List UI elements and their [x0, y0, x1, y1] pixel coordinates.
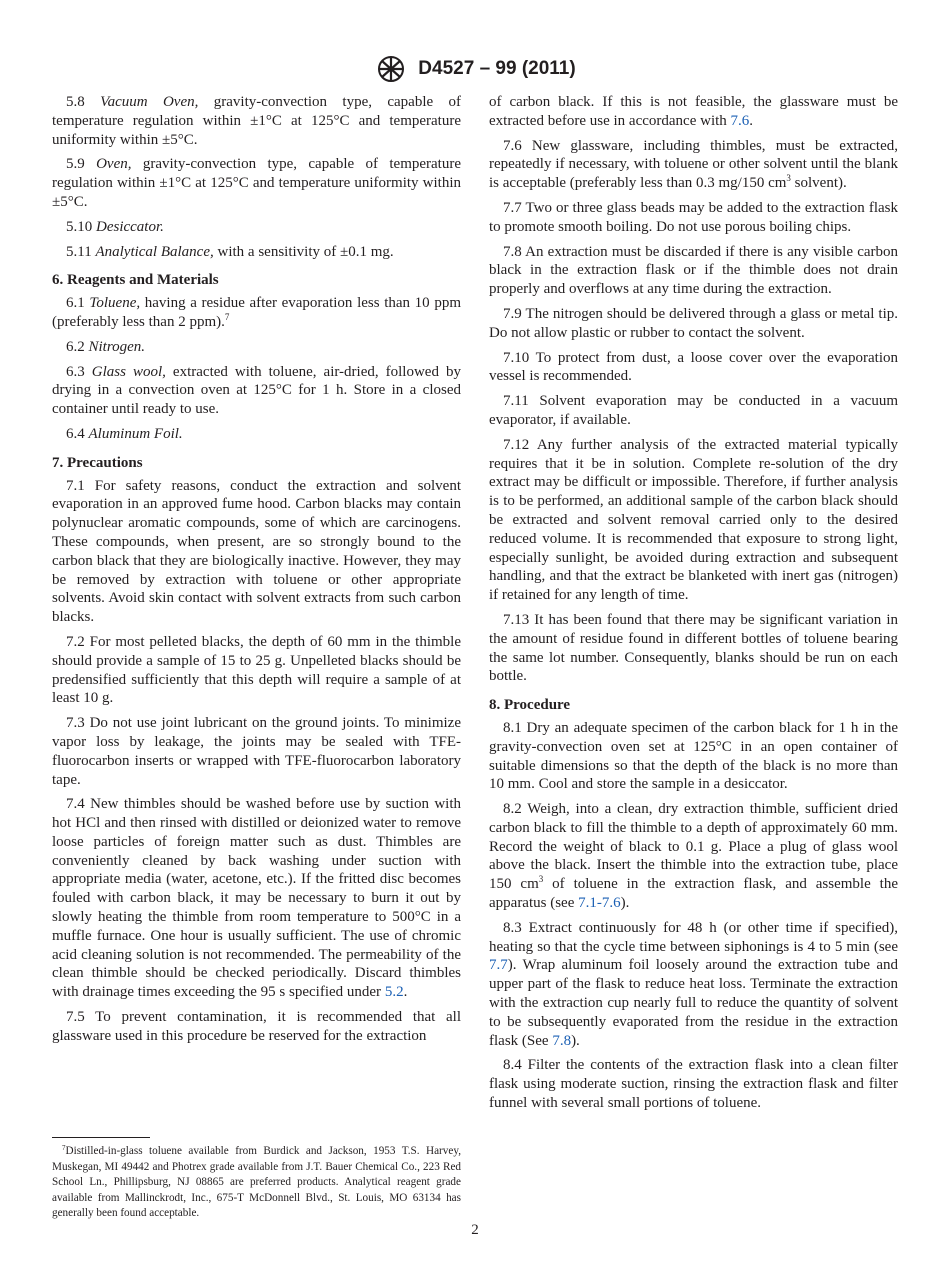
italic-term: Aluminum Foil.: [88, 425, 183, 442]
text-run: 7.2 For most pelleted blacks, the depth of 60 mm in the thimble should provide a sample of 15 to 25 g. Unpelleted blacks should be predensified sufficiently that this depth will require a sample of at least 10 g.: [52, 633, 461, 707]
paragraph: [489, 719, 898, 794]
text-run: .: [403, 984, 408, 1001]
text-run: with a sensitivity of ±0.1 mg.: [213, 243, 394, 260]
paragraph: [52, 714, 461, 789]
text-run: 5.10: [66, 218, 96, 235]
superscript: 7: [224, 311, 230, 322]
paragraph: [52, 218, 461, 237]
paragraph: [52, 425, 461, 444]
text-run: 8.4 Filter the contents of the extraction flask into a clean filter flask using moderate suction, rinsing the extraction flask and filter funnel with several small portions of toluene.: [489, 1057, 898, 1112]
text-run: gravity-convection type, capable of temperature regulation within ±1°C at 125°C and temperature uniformity within ±5°C.: [52, 156, 461, 210]
paragraph: [52, 363, 461, 419]
paragraph: [489, 392, 898, 430]
text-run: of carbon black. If this is not feasible, the glassware must be extracted before use in accordance with: [489, 94, 898, 129]
cross-reference-link[interactable]: 7.8: [552, 1032, 572, 1049]
paragraph: [489, 243, 898, 299]
italic-term: Vacuum Oven,: [100, 94, 199, 110]
paragraph: [52, 243, 461, 262]
cross-reference-link[interactable]: 5.2: [384, 984, 404, 1001]
text-run: gravity-convection type, capable of temperature regulation within ±1°C at 125°C and temperature uniformity within ±5°C.: [52, 94, 462, 148]
text-run: 8.3 Extract continuously for 48 h (or other time if specified), heating so that the cycle time between siphonings is 4 to 5 min (see: [489, 919, 898, 955]
paragraph: [52, 633, 461, 708]
text-run: 7.6 New glassware, including thimbles, must be extracted, repeatedly if necessary, with toluene or other solvent until the blank is acceptable (preferably less than 0.3 mg/150 cm: [489, 137, 898, 192]
paragraph: [489, 137, 898, 193]
left-column: [52, 93, 461, 1052]
paragraph: [489, 611, 898, 686]
italic-term: Oven,: [96, 156, 132, 173]
paragraph: [489, 436, 898, 605]
text-run: 8.2 Weigh, into a clean, dry extraction thimble, sufficient dried carbon black to fill the thimble to a depth of approximately 60 mm. Record the weight of black to 0.1 g. Place a plug of glass wool above the black. Insert the thimble into the extraction tube, place 150 cm: [489, 801, 898, 893]
right-column: [489, 93, 898, 1119]
paragraph: [52, 795, 461, 1002]
paragraph: [489, 349, 898, 387]
text-run: 7.7 Two or three glass beads may be added to the extraction flask to promote smooth boiling. Do not use porous boiling chips.: [489, 199, 898, 235]
paragraph: [52, 338, 461, 357]
footnote-divider: [52, 1137, 150, 1138]
paragraph: [489, 93, 898, 131]
superscript: 3: [786, 173, 791, 184]
text-run: 6. Reagents and Materials: [52, 272, 219, 289]
section-heading: [489, 696, 898, 715]
cross-reference-link[interactable]: 7.6: [730, 112, 750, 129]
paragraph: [489, 919, 898, 1051]
italic-term: Glass wool,: [91, 363, 166, 380]
text-run: solvent).: [790, 175, 847, 192]
page-number: 2: [471, 1222, 479, 1238]
text-run: 5.11: [66, 243, 96, 260]
footnote-text: Distilled-in-glass toluene available from Burdick and Jackson, 1953 T.S. Harvey, Muskegan, MI 49442 and Photrex grade available from J.T. Bauer Chemical Co., 223 Red School Ln., Phillipsburg, NJ 08865 are preferred products. Analytical reagent grade available from Mallinckrodt, Inc., 675-T McDonnell Blvd., St. Louis, MO 63134 has generally been found acceptable.: [52, 1145, 461, 1219]
text-run: 6.4: [66, 425, 89, 442]
document-designation: D4527 – 99 (2011): [418, 58, 576, 79]
text-run: 7.12 Any further analysis of the extracted material typically requires that it be in solution. Complete re-solution of the dry extract may be difficult or impossible. Therefore, if further analysis is to be performed, an additional sample of the carbon black should be extracted and solvent removal carried only to the desired reduced volume. It is recommended that exposure to strong light, especially sunlight, be avoided during extraction and subsequent handling, and that the extract be blanketed with inert gas (nitrogen) if retained for any length of time.: [489, 436, 898, 604]
text-run: having a residue after evaporation less than 10 ppm (preferably less than 2 ppm).: [52, 295, 461, 330]
paragraph: [52, 93, 461, 149]
cross-reference-link[interactable]: 7.7: [489, 957, 508, 974]
text-run: 6.2: [66, 338, 89, 355]
text-run: 5.8: [66, 94, 101, 110]
text-run: 7.10 To protect from dust, a loose cover over the evaporation vessel is recommended.: [489, 349, 898, 385]
paragraph: [52, 294, 461, 332]
text-run: 6.1: [66, 295, 90, 312]
text-run: .: [749, 112, 754, 129]
italic-term: Toluene,: [89, 295, 141, 312]
paragraph: [52, 477, 461, 627]
paragraph: [489, 800, 898, 913]
text-run: extracted with toluene, air-dried, followed by drying in a convection oven at 125°C for 1 h. Store in a closed container until ready to use.: [52, 363, 461, 418]
text-run: 8. Procedure: [489, 697, 571, 714]
text-run: 7.4 New thimbles should be washed before use by suction with hot HCl and then rinsed with distilled or deionized water to remove loose particles of foreign matter such as dust. Thimbles are conveniently cleaned by back washing under suction with appropriate media (water, acetone, etc.). If the fritted disc becomes fouled with carbon black, it may be necessary to burn it out by slowly heating the thimble from room temperature to 500°C in a muffle furnace. One hour is usually sufficient. The use of chromic acid cleaning solution is not recommended. The permeability of the clean thimble should be checked periodically. Discard thimbles with drainage times exceeding the 95 s specified under: [52, 796, 461, 1001]
section-heading: [52, 271, 461, 290]
text-run: ).: [620, 895, 630, 912]
italic-term: Analytical Balance,: [95, 243, 214, 260]
text-run: 7.1 For safety reasons, conduct the extraction and solvent evaporation in an approved fume hood. Carbon blacks may contain polynuclear aromatic compounds, some of which are carcinogens. These compounds, when present, are so strongly bound to the carbon black that they are biologically inactive. However, they may be removed by extraction with toluene or other appropriate solvents. Avoid skin contact with solvent extracts from such carbon blacks.: [52, 477, 461, 626]
paragraph: [489, 199, 898, 237]
text-run: 7.8 An extraction must be discarded if there is any visible carbon black in the extraction flask or if the thimble does not drain properly and overflows at any time during the extraction.: [489, 243, 898, 298]
text-run: ).: [571, 1032, 580, 1049]
section-heading: [52, 454, 461, 473]
text-run: 7.3 Do not use joint lubricant on the ground joints. To minimize vapor loss by leakage, the joints may be sealed with TFE-fluorocarbon inserts or wrapped with TFE-fluorocarbon laboratory tape.: [52, 715, 461, 788]
astm-logo-icon: [374, 54, 408, 84]
paragraph: [52, 1008, 461, 1046]
italic-term: Nitrogen.: [88, 338, 146, 355]
footnote-marker: 7: [62, 1144, 66, 1152]
text-run: 6.3: [66, 363, 92, 380]
cross-reference-link[interactable]: 7.1-7.6: [578, 895, 621, 912]
text-run: 7. Precautions: [52, 454, 143, 471]
text-run: 7.13 It has been found that there may be significant variation in the amount of residue found in different bottles of toluene bearing the same lot number. Consequently, blanks should be run on each bottle.: [489, 611, 898, 685]
paragraph: [489, 305, 898, 343]
text-run: 7.11 Solvent evaporation may be conducted in a vacuum evaporator, if available.: [489, 393, 898, 428]
page-header: [0, 54, 950, 84]
text-run: ). Wrap aluminum foil loosely around the extraction tube and upper part of the flask to reduce heat loss. Terminate the extraction with the extraction cup nearly full to reduce the quantity of solvent to be subsequently evaporated from the residue in the extraction flask (See: [489, 957, 898, 1049]
paragraph: [52, 155, 461, 211]
text-run: of toluene in the extraction flask, and assemble the apparatus (see: [489, 876, 899, 912]
text-run: 8.1 Dry an adequate specimen of the carbon black for 1 h in the gravity-convection oven set at 125°C in an open container of suitable dimensions so that the depth of the black is no more than 10 mm. Cool and store the sample in a desiccator.: [489, 719, 898, 793]
italic-term: Desiccator.: [96, 218, 164, 235]
superscript: 3: [538, 874, 544, 885]
text-run: 7.9 The nitrogen should be delivered through a glass or metal tip. Do not allow plastic or rubber to contact the solvent.: [489, 305, 898, 341]
footnote: [52, 1144, 461, 1222]
text-run: 7.5 To prevent contamination, it is recommended that all glassware used in this procedure be reserved for the extraction: [52, 1009, 461, 1044]
paragraph: [489, 1056, 898, 1112]
text-run: 5.9: [66, 156, 97, 173]
